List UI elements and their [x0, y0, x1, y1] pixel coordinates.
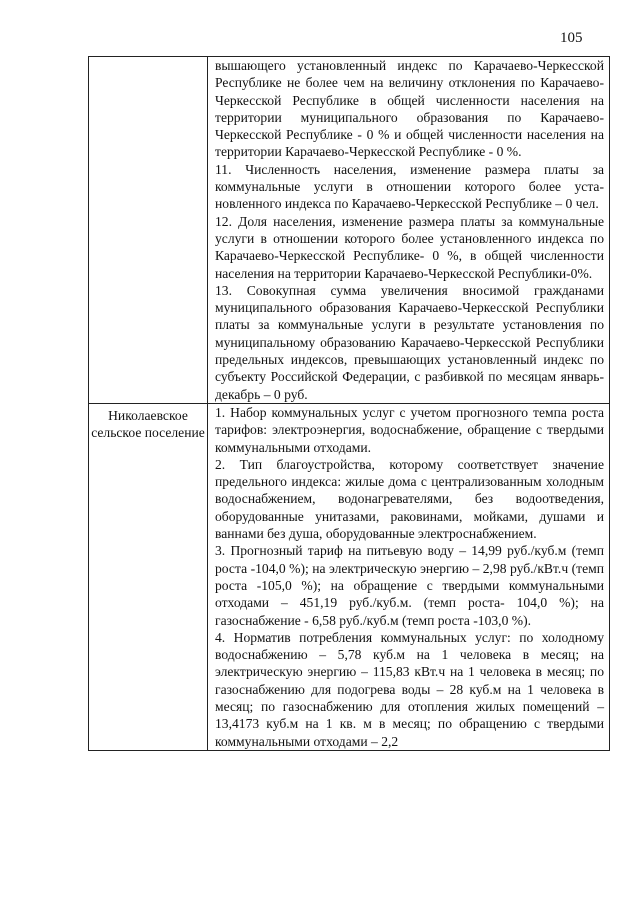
- table-row: [89, 403, 610, 750]
- details-cell: [208, 57, 610, 404]
- page-number: 105: [560, 30, 583, 46]
- paragraph: 1. Набор коммунальных услуг с учетом прогнозного темпа роста тарифов: электроэнергия, водоснабжение, обращение с твердыми коммунальными отходами.: [215, 404, 604, 455]
- paragraph: 3. Прогнозный тариф на питьевую воду – 14,99 руб./куб.м (темп роста -104,0 %); на электрическую энергию – 2,98 руб./кВт.ч (темп роста -105,0 %); на обращение с твердыми коммунальными отходами – 451,19 руб./куб.м. (темп роста- 104,0 %); на газоснабжение - 6,58 руб./куб.м (темп роста -103,0 %).: [215, 543, 604, 628]
- paragraph: 13. Совокупная сумма увеличения вносимой гражданами муниципального образования Карачаево-Черкесской Республики платы за коммунальные услуги в результате установления по муниципальному образованию Карачаево-Черкесской Республики предельных индексов, превышающих установленный индекс по субъекту Российской Федерации, с разбивкой по месяцам январь-декабрь – 0 руб.: [215, 282, 604, 402]
- indices-table: [88, 56, 610, 751]
- municipality-cell: [89, 403, 208, 750]
- table-row: [89, 57, 610, 404]
- municipality-name: [89, 57, 207, 60]
- paragraph: вышающего установленный индекс по Карачаево-Черкесской Республике не более чем на величину отклонения по Карачаево-Черкесской Республике в общей численности населения на территории муниципального образования по Карачаево-Черкесской Республике - 0 % и общей численности населения на территории Карачаево-Черкесской Республике - 0 %.: [215, 58, 604, 160]
- municipality-name: Николаевское сельское поселение: [91, 407, 205, 441]
- municipality-cell: [89, 57, 208, 404]
- paragraph: 12. Доля населения, изменение размера платы за коммунальные услуги в отношении которого более установленного индекса по Карачаево-Черкесской Республике- 0 %, в общей численности населения на территории Карачаево-Черкесской Республики-0%.: [215, 213, 604, 281]
- paragraph: 11. Численность населения, изменение размера платы за коммунальные услуги в отношении которого более установленного индекса по Карачаево-Черкесской Республике – 0 чел.: [215, 161, 604, 212]
- paragraph: 2. Тип благоустройства, которому соответствует значение предельного индекса: жилые дома с централизованным холодным водоснабжением, водонагревателями, без водоотведения, оборудованные унитазами, раковинами, мойками, душами и ваннами без душа, оборудованные электроснабжением.: [215, 456, 604, 542]
- details-cell: [208, 403, 610, 750]
- paragraph: 4. Норматив потребления коммунальных услуг: по холодному водоснабжению – 5,78 куб.м на 1 человека в месяц; на электрическую энергию – 115,83 кВт.ч на 1 человека в месяц; по газоснабжению для подогрева воды – 28 куб.м на 1 человека в месяц; по газоснабжению для отопления жилых помещений – 13,4173 куб.м на 1 кв. м в месяц; по обращению с твердыми коммунальными отходами – 2,2: [215, 629, 604, 749]
